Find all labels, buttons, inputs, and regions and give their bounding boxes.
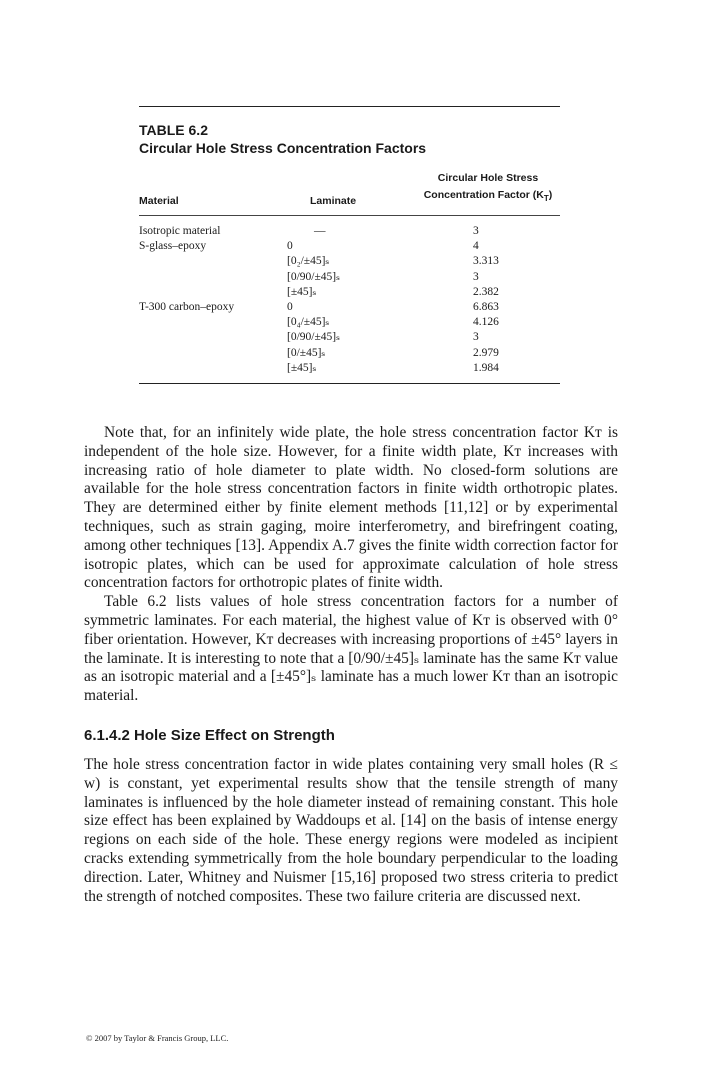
cell-factor: 4	[473, 240, 479, 253]
cell-factor: 3	[473, 331, 479, 344]
header-material: Material	[139, 195, 179, 207]
cell-material: S-glass–epoxy	[139, 240, 207, 253]
cell-factor: 3	[473, 225, 479, 237]
cell-material: T-300 carbon–epoxy	[139, 300, 235, 313]
header-factor	[414, 170, 562, 207]
cell-laminate: [0/±45]ₛ	[287, 346, 326, 359]
cell-factor: 1.984	[473, 361, 499, 374]
header-laminate: Laminate	[310, 195, 357, 207]
cell-laminate: —	[314, 225, 326, 237]
header-factor-line2: Concentration Factor (K	[423, 188, 544, 201]
cell-factor: 2.382	[473, 285, 499, 298]
header-factor-sub: T	[543, 194, 549, 203]
table-label: TABLE 6.2	[139, 122, 208, 138]
table-row	[139, 330, 560, 345]
table-row	[139, 346, 560, 361]
cell-laminate: [±45]ₛ	[287, 285, 317, 298]
table-row	[139, 285, 560, 300]
cell-factor: 3.313	[473, 255, 499, 268]
section-heading: 6.1.4.2 Hole Size Effect on Strength	[84, 726, 335, 744]
paragraph-2: Table 6.2 lists values of hole stress concentration factors for a number of symmetric laminates. For each material, the highest value of Kᴛ is observed with 0° fiber orientation. However, Kᴛ decreases with increasing proportions of ±45° layers in the laminate. It is interesting to note that a [0/90/±45]ₛ laminate has the same Kᴛ value as an isotropic material and a [±45°]ₛ laminate has a much lower Kᴛ than an isotropic material.	[84, 593, 618, 705]
table-row	[139, 254, 560, 269]
cell-factor: 2.979	[473, 346, 499, 359]
table-row	[139, 315, 560, 330]
cell-laminate: [0/90/±45]ₛ	[287, 331, 340, 344]
body-text	[84, 424, 618, 906]
table-row	[139, 300, 560, 315]
header-factor-close: )	[548, 188, 553, 201]
cell-material: Isotropic material	[139, 225, 221, 237]
table-row	[139, 224, 560, 239]
cell-laminate: [0/90/±45]ₛ	[287, 270, 340, 283]
cell-factor: 6.863	[473, 300, 499, 313]
table-6-2	[139, 106, 560, 384]
table-top-rule	[139, 106, 560, 107]
cell-laminate: [±45]ₛ	[287, 361, 317, 374]
table-row	[139, 361, 560, 376]
copyright-footer: © 2007 by Taylor & Francis Group, LLC.	[86, 1033, 229, 1043]
cell-laminate: [0₂/±45]ₛ	[287, 255, 330, 268]
cell-factor: 4.126	[473, 316, 499, 329]
table-title: Circular Hole Stress Concentration Factors	[139, 140, 427, 156]
header-factor-line1: Circular Hole Stress	[437, 171, 539, 184]
table-header-row	[139, 171, 560, 211]
table-body	[139, 216, 560, 383]
cell-laminate: 0	[287, 300, 293, 313]
section-paragraph: The hole stress concentration factor in wide plates containing very small holes (R ≤ w) is constant, yet experimental results show that the tensile strength of many laminates is influenced by the hole diameter instead of remaining constant. This hole size effect has been explained by Waddoups et al. [14] on the basis of intense energy regions on each side of the hole. These energy regions were modeled as incipient cracks extending symmetrically from the hole boundary perpendicular to the loading direction. Later, Whitney and Nuismer [15,16] proposed two stress criteria to predict the strength of notched composites. These two failure criteria are discussed next.	[84, 755, 618, 905]
table-row	[139, 239, 560, 254]
cell-laminate: [0₄/±45]ₛ	[287, 316, 330, 329]
table-bottom-rule	[139, 383, 560, 384]
cell-factor: 3	[473, 270, 479, 283]
paragraph-1: Note that, for an infinitely wide plate, the hole stress concentration factor Kᴛ is independent of the hole size. However, for a finite width plate, Kᴛ increases with increasing ratio of hole diameter to plate width. No closed-form solutions are available for the hole stress concentration factors in finite width orthotropic plates. They are determined either by finite element methods [11,12] or by experimental techniques, such as strain gaging, moire interferometry, and birefringent coating, among other techniques [13]. Appendix A.7 gives the finite width correction factor for isotropic plates, which can be used for approximate calculation of hole stress concentration factors for orthotropic plates of finite width.	[84, 424, 618, 592]
table-row	[139, 270, 560, 285]
cell-laminate: 0	[287, 240, 293, 253]
